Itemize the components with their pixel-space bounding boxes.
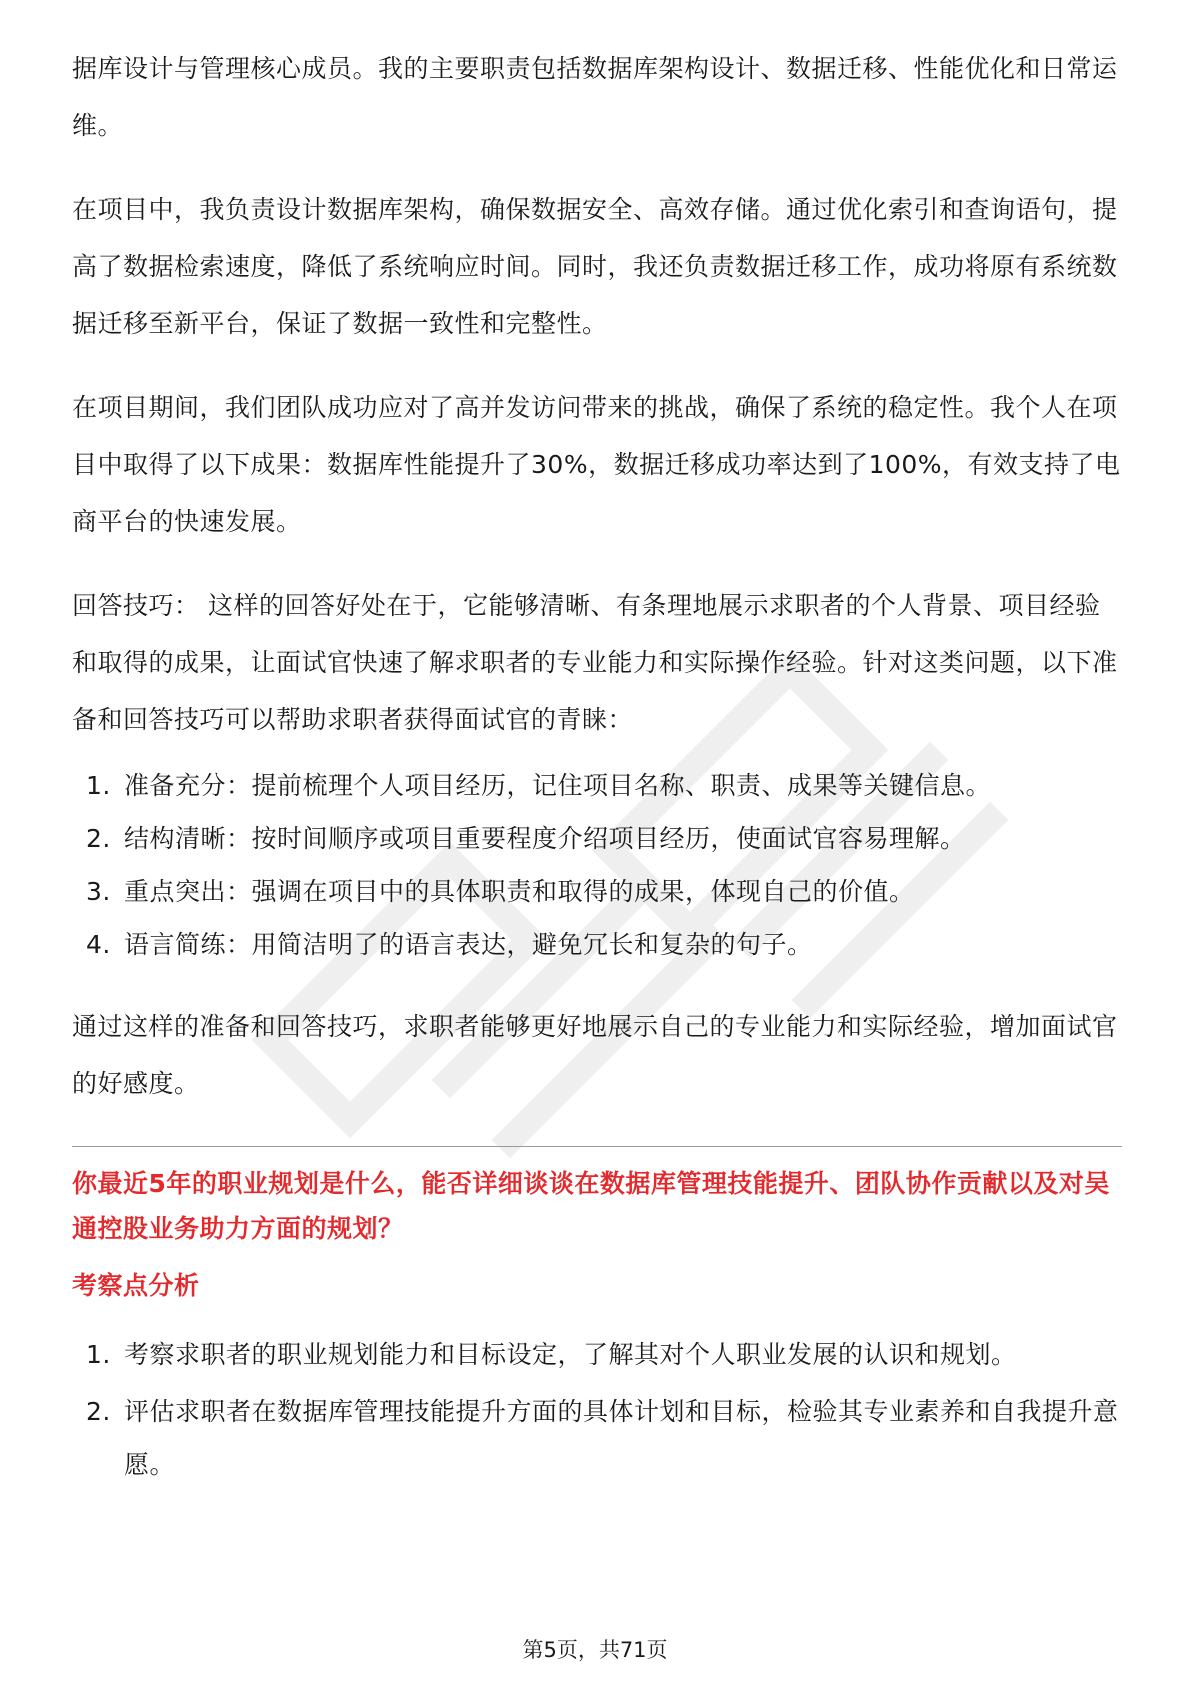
- section-divider: [72, 1146, 1122, 1147]
- page-footer: 第5页，共71页: [522, 1638, 668, 1662]
- list-item: 2. 结构清晰：按时间顺序或项目重要程度介绍项目经历，使面试官容易理解。: [86, 824, 966, 853]
- list-item: 3. 重点突出：强调在项目中的具体职责和取得的成果，体现自己的价值。: [86, 877, 915, 906]
- list-item: 4. 语言简练：用简洁明了的语言表达，避免冗长和复杂的句子。: [86, 930, 813, 959]
- analysis-list: [72, 1328, 1122, 1491]
- question-title: 你最近5年的职业规划是什么，能否详细谈谈在数据库管理技能提升、团队协作贡献以及对吴通控股业务助力方面的规划？: [72, 1169, 1110, 1243]
- paragraph-closing: 通过这样的准备和回答技巧，求职者能够更好地展示自己的专业能力和实际经验，增加面试官的好感度。: [72, 1012, 1118, 1098]
- paragraph-answer-tips: 回答技巧： 这样的回答好处在于，它能够清晰、有条理地展示求职者的个人背景、项目经验和取得的成果，让面试官快速了解求职者的专业能力和实际操作经验。针对这类问题，以下准备和回答技巧可以帮助求职者获得面试官的青睐：: [72, 591, 1118, 734]
- paragraph-achievements: 在项目期间，我们团队成功应对了高并发访问带来的挑战，确保了系统的稳定性。我个人在项目中取得了以下成果：数据库性能提升了30%，数据迁移成功率达到了100%，有效支持了电商平台的快速发展。: [72, 393, 1121, 536]
- analysis-heading: 考察点分析: [72, 1271, 200, 1300]
- paragraph-intro: 据库设计与管理核心成员。我的主要职责包括数据库架构设计、数据迁移、性能优化和日常运维。: [72, 54, 1118, 140]
- paragraph-project-role: 在项目中，我负责设计数据库架构，确保数据安全、高效存储。通过优化索引和查询语句，提高了数据检索速度，降低了系统响应时间。同时，我还负责数据迁移工作，成功将原有系统数据迁移至新平台，保证了数据一致性和完整性。: [72, 195, 1118, 338]
- list-item: 1. 准备充分：提前梳理个人项目经历，记住项目名称、职责、成果等关键信息。: [86, 771, 992, 800]
- page-content: [72, 40, 1122, 1495]
- list-item: 2. 评估求职者在数据库管理技能提升方面的具体计划和目标，检验其专业素养和自我提升意愿。: [86, 1397, 1119, 1479]
- tips-list: [72, 759, 1122, 971]
- list-item: 1. 考察求职者的职业规划能力和目标设定，了解其对个人职业发展的认识和规划。: [86, 1340, 1017, 1369]
